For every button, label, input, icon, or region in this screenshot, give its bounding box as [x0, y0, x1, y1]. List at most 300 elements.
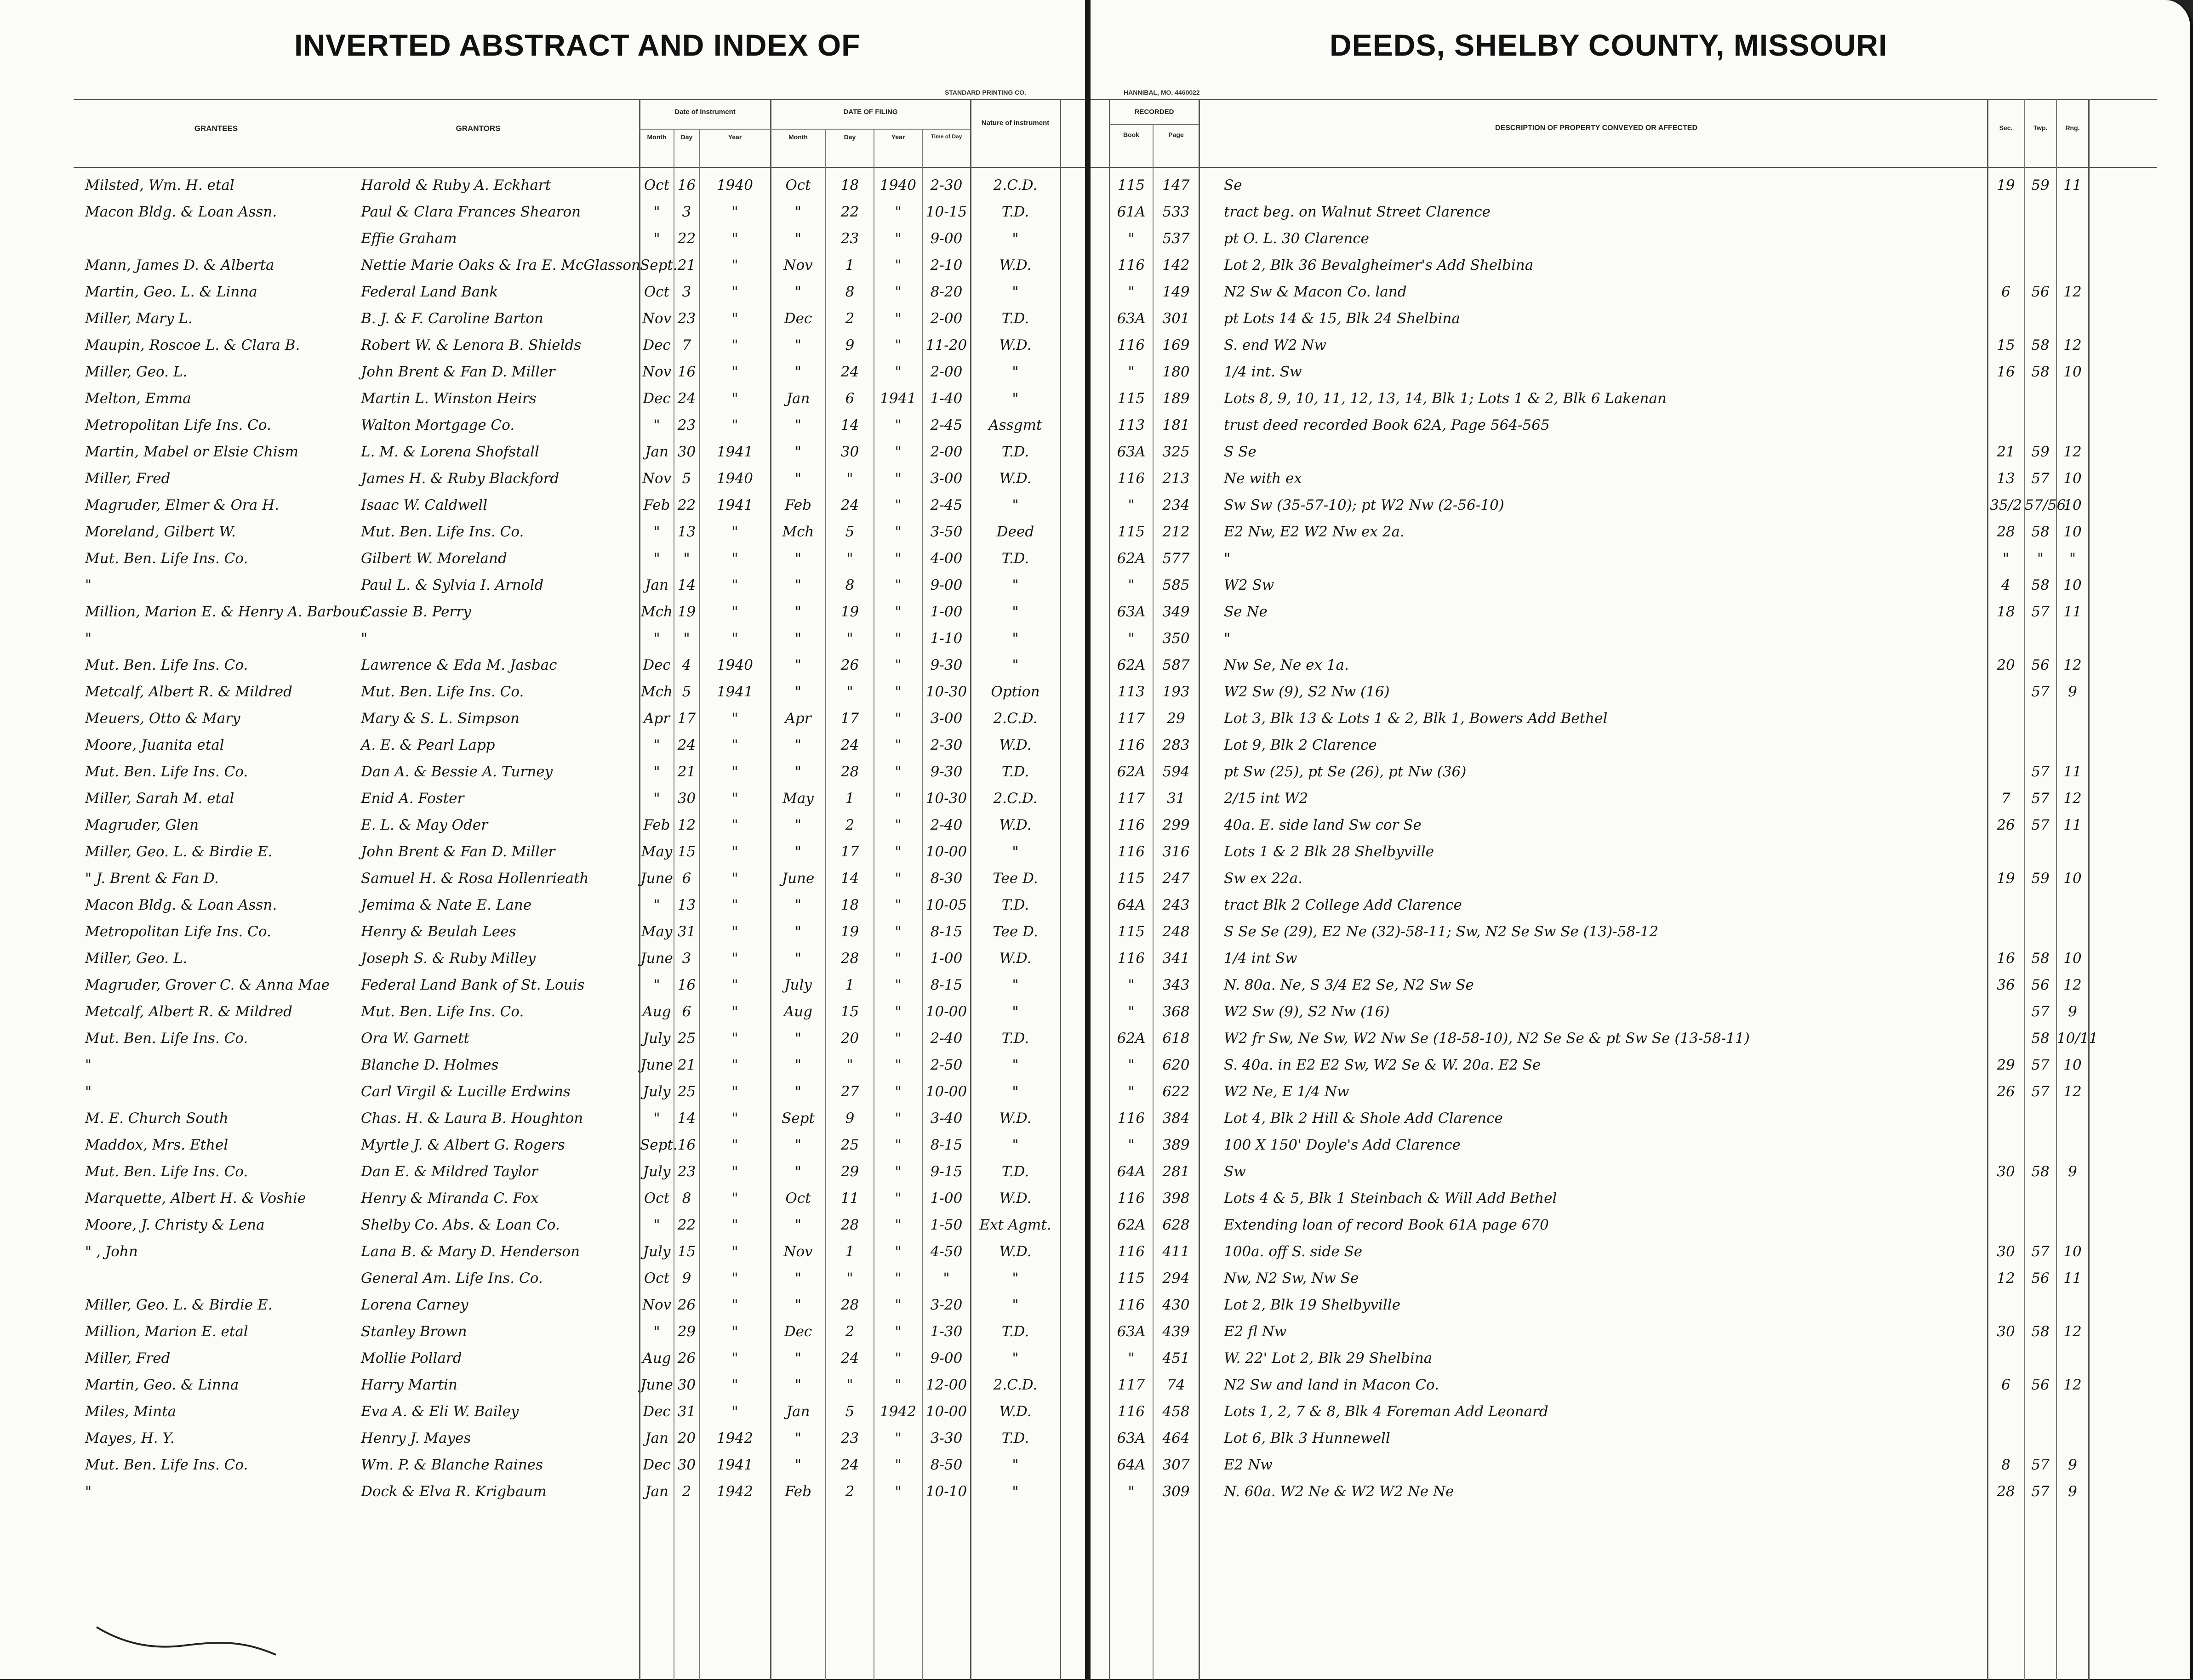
- cell-desc: Se: [1224, 177, 1242, 194]
- cell-desc: E2 fl Nw: [1224, 1323, 1287, 1340]
- cell-twp: 58: [2031, 1323, 2050, 1340]
- cell-grantor: Henry J. Mayes: [361, 1430, 471, 1447]
- cell-fd: 11: [840, 1190, 859, 1207]
- cell-sec: 18: [1997, 604, 2015, 620]
- table-row: [0, 843, 1085, 861]
- cell-iy: ": [731, 710, 738, 727]
- cell-desc: Ne with ex: [1224, 470, 1302, 487]
- cell-nature: 2.C.D.: [993, 177, 1038, 194]
- cell-book: 117: [1117, 790, 1145, 807]
- cell-iy: 1941: [717, 683, 753, 700]
- table-row: [0, 176, 1085, 194]
- cell-iy: ": [731, 204, 738, 220]
- cell-grantee: ": [85, 1057, 92, 1073]
- cell-grantor: Robert W. & Lenora B. Shields: [361, 337, 582, 353]
- cell-fd: 28: [840, 763, 859, 780]
- cell-rng: 10: [2063, 470, 2082, 487]
- cell-rng: 12: [2063, 1323, 2082, 1340]
- cell-nature: ": [1012, 1083, 1019, 1100]
- table-row: [0, 1456, 1085, 1474]
- cell-rng: [2057, 843, 2088, 861]
- cell-page: 451: [1162, 1350, 1190, 1367]
- cell-id: 15: [677, 843, 696, 860]
- cell-rng: 9: [2068, 1003, 2077, 1020]
- table-row: [1091, 416, 2190, 434]
- cell-book: 62A: [1117, 1030, 1146, 1047]
- cell-iy: ": [731, 1190, 738, 1207]
- cell-sec: 36: [1997, 977, 2015, 993]
- cell-page: 316: [1162, 843, 1190, 860]
- header-grantees: GRANTEES: [194, 124, 238, 133]
- cell-id: 15: [677, 1243, 696, 1260]
- cell-iy: 1941: [717, 444, 753, 460]
- table-row: [0, 336, 1085, 354]
- cell-im: ": [653, 763, 660, 780]
- table-row: [1091, 843, 2190, 861]
- cell-fd: 2: [845, 310, 855, 327]
- cell-nature: T.D.: [1001, 897, 1029, 913]
- cell-fy: ": [895, 657, 902, 673]
- cell-twp: 56: [2031, 657, 2050, 673]
- cell-page: 294: [1162, 1270, 1190, 1287]
- cell-fd: ": [846, 470, 853, 487]
- pen-scribble: [92, 1613, 285, 1664]
- cell-fd: 23: [840, 230, 859, 247]
- cell-twp: 57: [2031, 1057, 2050, 1073]
- cell-iy: ": [731, 790, 738, 807]
- cell-im: ": [653, 630, 660, 647]
- cell-fm: Jan: [786, 1403, 810, 1420]
- cell-nature: Tee D.: [993, 870, 1038, 887]
- cell-sec: [1988, 389, 2024, 408]
- cell-sec: [1988, 763, 2024, 781]
- header-rule-bottom: [74, 167, 1085, 168]
- cell-grantor: Mut. Ben. Life Ins. Co.: [361, 524, 524, 540]
- cell-nature: ": [1012, 497, 1019, 513]
- cell-grantee: Martin, Mabel or Elsie Chism: [85, 444, 299, 460]
- cell-desc: Sw Sw (35-57-10); pt W2 Nw (2-56-10): [1224, 497, 1504, 513]
- cell-twp: 58: [2031, 577, 2050, 593]
- cell-fy: ": [895, 444, 902, 460]
- cell-nature: W.D.: [999, 817, 1032, 833]
- cell-desc: S Se: [1224, 444, 1256, 460]
- cell-twp: [2025, 416, 2056, 434]
- cell-fy: ": [895, 630, 902, 647]
- cell-book: 116: [1117, 817, 1145, 833]
- book-spine: [1085, 0, 1091, 1679]
- cell-ft: 10-15: [925, 204, 967, 220]
- cell-twp: 57: [2031, 604, 2050, 620]
- table-row: [0, 1429, 1085, 1447]
- cell-sec: 7: [2001, 790, 2010, 807]
- cell-book: ": [1128, 1137, 1135, 1153]
- cell-ft: 1-50: [930, 1217, 963, 1233]
- cell-sec: 8: [2001, 1457, 2010, 1473]
- cell-rng: 11: [2063, 817, 2082, 833]
- cell-id: 5: [682, 683, 691, 700]
- cell-rng: [2057, 256, 2088, 274]
- table-row: [1091, 309, 2190, 328]
- cell-grantor: Dock & Elva R. Krigbaum: [361, 1483, 547, 1500]
- cell-fd: 5: [845, 1403, 855, 1420]
- cell-fy: ": [895, 1030, 902, 1047]
- cell-ft: 3-00: [930, 470, 963, 487]
- cell-grantee: Million, Marion E. etal: [85, 1323, 248, 1340]
- cell-desc: Se Ne: [1224, 604, 1268, 620]
- cell-fm: ": [794, 630, 802, 647]
- cell-iy: ": [731, 1003, 738, 1020]
- cell-ft: 11-20: [925, 337, 967, 353]
- cell-nature: ": [1012, 284, 1019, 300]
- cell-sec: [1988, 309, 2024, 328]
- cell-im: Oct: [644, 1270, 670, 1287]
- cell-grantee: Moore, Juanita etal: [85, 737, 224, 753]
- cell-fm: Feb: [784, 1483, 811, 1500]
- cell-fm: Dec: [784, 1323, 812, 1340]
- table-row: [0, 416, 1085, 434]
- cell-grantee: Magruder, Grover C. & Anna Mae: [85, 977, 330, 993]
- cell-iy: ": [731, 737, 738, 753]
- cell-fy: ": [895, 1003, 902, 1020]
- table-row: [0, 1189, 1085, 1207]
- cell-sec: 30: [1997, 1243, 2015, 1260]
- cell-ft: 10-00: [925, 1083, 967, 1100]
- cell-im: Oct: [644, 177, 670, 194]
- cell-page: 537: [1162, 230, 1190, 247]
- cell-im: Jan: [645, 577, 668, 593]
- cell-page: 368: [1162, 1003, 1190, 1020]
- cell-iy: ": [731, 1403, 738, 1420]
- cell-book: 115: [1117, 870, 1145, 887]
- cell-ft: 3-20: [930, 1297, 963, 1313]
- cell-rng: 10: [2063, 577, 2082, 593]
- cell-grantee: Mann, James D. & Alberta: [85, 257, 274, 273]
- table-row: [0, 1162, 1085, 1181]
- cell-ft: 1-10: [930, 630, 963, 647]
- cell-book: ": [1128, 630, 1135, 647]
- header-date-of-filing: DATE OF FILING: [843, 108, 898, 116]
- cell-book: 115: [1117, 923, 1145, 940]
- cell-grantor: Lorena Carney: [361, 1297, 468, 1313]
- cell-sec: 29: [1997, 1057, 2015, 1073]
- cell-desc: Nw Se, Ne ex 1a.: [1224, 657, 1349, 673]
- cell-ft: 10-10: [925, 1483, 967, 1500]
- cell-fm: ": [794, 1377, 802, 1393]
- cell-iy: ": [731, 630, 738, 647]
- cell-ft: 2-00: [930, 310, 963, 327]
- cell-fy: ": [895, 763, 902, 780]
- cell-im: Nov: [642, 470, 672, 487]
- cell-rng: 9: [2068, 1483, 2077, 1500]
- cell-sec: [1988, 1029, 2024, 1048]
- cell-grantor: B. J. & F. Caroline Barton: [361, 310, 543, 327]
- cell-book: ": [1128, 1057, 1135, 1073]
- cell-fd: 14: [840, 417, 859, 433]
- cell-id: 20: [677, 1430, 696, 1447]
- cell-twp: 58: [2031, 364, 2050, 380]
- cell-desc: Sw ex 22a.: [1224, 870, 1303, 887]
- cell-fm: ": [794, 1457, 802, 1473]
- cell-rng: 12: [2063, 284, 2082, 300]
- cell-grantee: Metropolitan Life Ins. Co.: [85, 923, 271, 940]
- cell-book: 115: [1117, 177, 1145, 194]
- cell-fy: ": [895, 870, 902, 887]
- cell-grantor: A. E. & Pearl Lapp: [361, 737, 495, 753]
- cell-sec: [1988, 1296, 2024, 1314]
- cell-id: 14: [677, 577, 696, 593]
- cell-fd: 1: [845, 977, 855, 993]
- table-row: [1091, 1242, 2190, 1261]
- cell-im: ": [653, 1110, 660, 1127]
- cell-iy: ": [731, 604, 738, 620]
- cell-fm: ": [794, 417, 802, 433]
- cell-fy: ": [895, 1083, 902, 1100]
- cell-page: 281: [1162, 1163, 1190, 1180]
- cell-rng: 10: [2063, 1057, 2082, 1073]
- cell-grantor: Lana B. & Mary D. Henderson: [361, 1243, 580, 1260]
- cell-nature: 2.C.D.: [993, 790, 1038, 807]
- cell-rng: [2057, 1189, 2088, 1207]
- cell-iy: ": [731, 1163, 738, 1180]
- header-sec: Sec.: [1999, 124, 2013, 131]
- cell-fm: ": [794, 763, 802, 780]
- cell-book: 62A: [1117, 550, 1146, 567]
- cell-nature: T.D.: [1001, 550, 1029, 567]
- table-row: [0, 1376, 1085, 1394]
- cell-ft: 9-00: [930, 1350, 963, 1367]
- cell-id: 12: [677, 817, 696, 833]
- cell-grantor: Mut. Ben. Life Ins. Co.: [361, 1003, 524, 1020]
- cell-book: 62A: [1117, 1217, 1146, 1233]
- table-row: [0, 1349, 1085, 1367]
- cell-fd: 27: [840, 1083, 859, 1100]
- cell-sec: [1988, 416, 2024, 434]
- table-row: [0, 763, 1085, 781]
- table-row: [1091, 549, 2190, 568]
- cell-iy: ": [731, 1377, 738, 1393]
- right-page-title: DEEDS, SHELBY COUNTY, MISSOURI: [1330, 28, 1888, 62]
- cell-im: Dec: [643, 337, 671, 353]
- cell-nature: ": [1012, 630, 1019, 647]
- cell-fd: 23: [840, 1430, 859, 1447]
- cell-grantee: Metcalf, Albert R. & Mildred: [85, 683, 292, 700]
- cell-fy: ": [895, 577, 902, 593]
- cell-rng: 12: [2063, 790, 2082, 807]
- cell-iy: ": [731, 390, 738, 407]
- cell-fd: 28: [840, 950, 859, 967]
- cell-id: 21: [677, 257, 696, 273]
- cell-fd: 28: [840, 1217, 859, 1233]
- cell-im: ": [653, 1323, 660, 1340]
- table-row: [0, 1109, 1085, 1128]
- cell-grantor: Blanche D. Holmes: [361, 1057, 499, 1073]
- left-page: [0, 0, 1085, 1679]
- cell-id: 21: [677, 763, 696, 780]
- cell-sec: 16: [1997, 364, 2015, 380]
- cell-page: 430: [1162, 1297, 1190, 1313]
- table-row: [1091, 1029, 2190, 1048]
- cell-grantee: Magruder, Elmer & Ora H.: [85, 497, 280, 513]
- cell-page: 29: [1167, 710, 1185, 727]
- cell-desc: W2 Sw (9), S2 Nw (16): [1224, 1003, 1390, 1020]
- cell-nature: W.D.: [999, 1243, 1032, 1260]
- cell-grantee: ": [85, 630, 92, 647]
- table-row: [1091, 923, 2190, 941]
- header-date-of-instrument: Date of Instrument: [674, 108, 736, 116]
- cell-twp: 57: [2031, 470, 2050, 487]
- cell-ft: 4-00: [930, 550, 963, 567]
- cell-page: 299: [1162, 817, 1190, 833]
- cell-id: 21: [677, 1057, 696, 1073]
- cell-im: July: [643, 1030, 671, 1047]
- cell-fy: ": [895, 1430, 902, 1447]
- cell-book: 62A: [1117, 763, 1146, 780]
- cell-desc: S Se Se (29), E2 Ne (32)-58-11; Sw, N2 Se Sw Se (13)-58-12: [1224, 923, 1659, 940]
- cell-im: ": [653, 524, 660, 540]
- cell-im: ": [653, 550, 660, 567]
- cell-grantor: Jemima & Nate E. Lane: [361, 897, 532, 913]
- cell-page: 301: [1162, 310, 1190, 327]
- cell-fy: ": [895, 337, 902, 353]
- cell-book: ": [1128, 1003, 1135, 1020]
- cell-grantor: Samuel H. & Rosa Hollenrieath: [361, 870, 589, 887]
- cell-book: 116: [1117, 257, 1145, 273]
- cell-page: 325: [1162, 444, 1190, 460]
- cell-grantee: Maupin, Roscoe L. & Clara B.: [85, 337, 300, 353]
- cell-book: 115: [1117, 524, 1145, 540]
- cell-im: ": [653, 737, 660, 753]
- cell-ft: 8-20: [930, 284, 963, 300]
- sub-rule: [1109, 124, 1199, 125]
- cell-nature: ": [1012, 657, 1019, 673]
- cell-ft: 9-00: [930, 577, 963, 593]
- cell-rng: [2057, 1349, 2088, 1367]
- cell-page: 31: [1167, 790, 1185, 807]
- cell-desc: N2 Sw & Macon Co. land: [1224, 284, 1407, 300]
- cell-fy: ": [895, 923, 902, 940]
- cell-page: 398: [1162, 1190, 1190, 1207]
- cell-grantor: Stanley Brown: [361, 1323, 467, 1340]
- cell-fd: 9: [845, 337, 855, 353]
- table-row: [0, 203, 1085, 221]
- cell-sec: 6: [2001, 284, 2010, 300]
- cell-twp: [2025, 736, 2056, 754]
- cell-page: 350: [1162, 630, 1190, 647]
- cell-page: 189: [1162, 390, 1190, 407]
- cell-fd: 30: [840, 444, 859, 460]
- cell-fy: ": [895, 1057, 902, 1073]
- cell-page: 307: [1162, 1457, 1190, 1473]
- cell-im: Nov: [642, 1297, 672, 1313]
- cell-grantor: Martin L. Winston Heirs: [361, 390, 537, 407]
- cell-page: 594: [1162, 763, 1190, 780]
- cell-sec: [1988, 1349, 2024, 1367]
- cell-iy: 1941: [717, 497, 753, 513]
- cell-fd: 17: [840, 843, 859, 860]
- table-row: [1091, 1482, 2190, 1501]
- table-row: [1091, 1296, 2190, 1314]
- cell-desc: Lot 6, Blk 3 Hunnewell: [1224, 1430, 1390, 1447]
- cell-im: Sept.: [640, 257, 678, 273]
- cell-page: 193: [1162, 683, 1190, 700]
- cell-grantor: Walton Mortgage Co.: [361, 417, 515, 433]
- cell-sec: [1988, 1189, 2024, 1207]
- cell-grantor: Paul L. & Sylvia I. Arnold: [361, 577, 544, 593]
- cell-fd: 2: [845, 817, 855, 833]
- cell-iy: ": [731, 1110, 738, 1127]
- cell-grantor: Eva A. & Eli W. Bailey: [361, 1403, 519, 1420]
- cell-ft: 2-00: [930, 444, 963, 460]
- cell-iy: ": [731, 550, 738, 567]
- cell-grantor: General Am. Life Ins. Co.: [361, 1270, 543, 1287]
- cell-fm: Oct: [785, 1190, 811, 1207]
- cell-sec: 16: [1997, 950, 2015, 967]
- cell-sec: 19: [1997, 870, 2015, 887]
- table-row: [0, 1136, 1085, 1154]
- cell-grantor: L. M. & Lorena Shofstall: [361, 444, 539, 460]
- cell-book: 116: [1117, 950, 1145, 967]
- cell-id: 14: [677, 1110, 696, 1127]
- cell-fm: Nov: [783, 257, 813, 273]
- cell-book: 64A: [1117, 897, 1146, 913]
- table-row: [0, 896, 1085, 914]
- cell-fy: ": [895, 790, 902, 807]
- cell-fd: 8: [845, 284, 855, 300]
- cell-grantee: Melton, Emma: [85, 390, 191, 407]
- cell-im: Dec: [643, 1457, 671, 1473]
- cell-sec: 4: [2001, 577, 2010, 593]
- table-row: [1091, 709, 2190, 728]
- cell-id: 13: [677, 524, 696, 540]
- cell-id: ": [683, 630, 690, 647]
- cell-desc: Nw, N2 Sw, Nw Se: [1224, 1270, 1359, 1287]
- cell-twp: [2025, 896, 2056, 914]
- cell-nature: ": [1012, 1350, 1019, 1367]
- cell-desc: Lots 4 & 5, Blk 1 Steinbach & Will Add Bethel: [1224, 1190, 1557, 1207]
- cell-page: 620: [1162, 1057, 1190, 1073]
- cell-rng: [2057, 736, 2088, 754]
- cell-fd: 9: [845, 1110, 855, 1127]
- cell-twp: 57: [2031, 1457, 2050, 1473]
- table-row: [0, 443, 1085, 461]
- cell-fy: ": [895, 1377, 902, 1393]
- cell-fd: 17: [840, 710, 859, 727]
- cell-desc: W2 Sw (9), S2 Nw (16): [1224, 683, 1390, 700]
- cell-grantor: Henry & Beulah Lees: [361, 923, 516, 940]
- cell-desc: Lots 1, 2, 7 & 8, Blk 4 Foreman Add Leonard: [1224, 1403, 1548, 1420]
- cell-id: 3: [682, 950, 691, 967]
- cell-ft: 10-05: [925, 897, 967, 913]
- cell-rng: [2057, 1429, 2088, 1447]
- cell-sec: [1988, 683, 2024, 701]
- cell-twp: [2025, 1189, 2056, 1207]
- cell-grantor: E. L. & May Oder: [361, 817, 488, 833]
- table-row: [0, 283, 1085, 301]
- table-row: [1091, 229, 2190, 248]
- cell-fm: ": [794, 683, 802, 700]
- cell-sec: [1988, 1136, 2024, 1154]
- cell-fm: ": [794, 843, 802, 860]
- cell-iy: ": [731, 1350, 738, 1367]
- cell-sec: 6: [2001, 1377, 2010, 1393]
- cell-im: Oct: [644, 1190, 670, 1207]
- cell-desc: tract beg. on Walnut Street Clarence: [1224, 204, 1491, 220]
- cell-rng: 10: [2063, 524, 2082, 540]
- table-row: [1091, 869, 2190, 888]
- cell-nature: ": [1012, 1270, 1019, 1287]
- cell-fm: ": [794, 897, 802, 913]
- cell-id: 31: [677, 923, 696, 940]
